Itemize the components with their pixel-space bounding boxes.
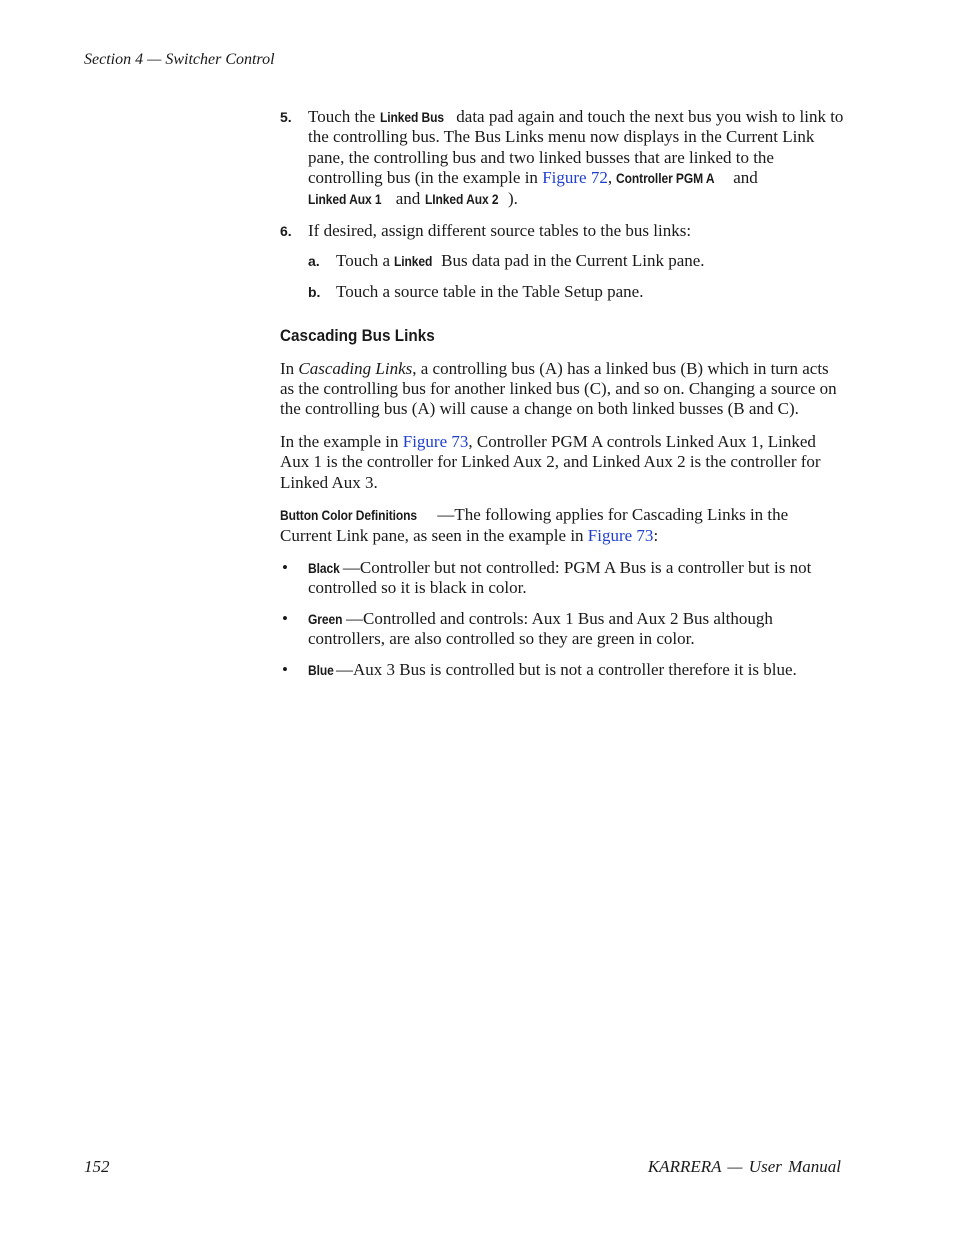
paragraph-cascading-intro [280, 359, 844, 420]
text: and [391, 188, 425, 208]
running-header: Section 4 — Switcher Control [84, 51, 275, 68]
ui-label-blue: Blue [308, 661, 334, 678]
paragraph-example [280, 432, 844, 493]
text: Touch the [308, 107, 380, 126]
ui-label-linked: Linked [394, 253, 433, 270]
step-number: 5. [280, 109, 292, 125]
text: Touch a [336, 251, 395, 271]
emphasis: Cascading Links [298, 358, 413, 378]
step-6 [280, 221, 844, 241]
text: —Controlled and controls: Aux 1 Bus and Aux 2 Bus although controllers, are also controlled so they are green in color. [308, 608, 773, 649]
figure-73-link[interactable]: Figure 73 [402, 431, 469, 451]
text: data pad again and touch the next bus you wish to link to the controlling bus. The Bus Links menu now displays in the Current Link pane, the controlling bus and two linked busses that are linked to the controlling bus (in the example in [308, 107, 844, 188]
running-footer-title: KARRERA — User Manual [647, 1157, 841, 1176]
text: ). [507, 188, 518, 208]
section-heading: Cascading Bus Links [280, 326, 435, 346]
text: : [653, 525, 659, 545]
ui-label-linked-aux-2: LInked Aux 2 [424, 190, 498, 207]
figure-72-link[interactable]: Figure 72 [542, 168, 608, 188]
bullet-dot: • [282, 659, 288, 679]
step-5 [280, 107, 844, 209]
page-number: 152 [84, 1157, 110, 1176]
ui-label-black: Black [308, 559, 340, 576]
text: In the example in [280, 431, 403, 451]
substep-letter: b. [308, 283, 321, 300]
bullet-blue [280, 660, 844, 680]
ui-label-linked-bus: Linked Bus [379, 109, 444, 125]
bullet-dot: • [282, 608, 288, 628]
text: Bus data pad in the Current Link pane. [436, 251, 705, 271]
text: , Controller PGM A controls Linked Aux 1, Linked Aux 1 is the controller for Linked Aux 2, and Linked Aux 2 is the controller for Linked Aux 3. [280, 431, 821, 492]
text: —The following applies for Cascading Links in the Current Link pane, as seen in the example in [280, 505, 789, 545]
text: , a controlling bus (A) has a linked bus (B) which in turn acts as the controlling bus for another linked bus (C), and so on. Changing a source on the controlling bus (A) will cause a change on both linked busses (B and C). [280, 358, 837, 419]
ui-label-linked-aux-1: Linked Aux 1 [308, 190, 382, 207]
figure-73-link[interactable]: Figure 73 [587, 525, 654, 545]
substep-letter: a. [308, 253, 320, 270]
text: Touch a source table in the Table Setup pane. [336, 281, 644, 301]
text: In [280, 358, 299, 378]
paragraph-button-colors [280, 505, 844, 546]
bullet-dot: • [282, 557, 288, 577]
text: —Aux 3 Bus is controlled but is not a controller therefore it is blue. [336, 659, 797, 679]
text: —Controller but not controlled: PGM A Bus is a controller but is not controlled so it is black in color. [308, 557, 812, 598]
ui-label-green: Green [308, 610, 343, 627]
bullet-green [280, 609, 844, 650]
text: If desired, assign different source tables to the bus links: [308, 221, 692, 241]
ui-label-controller-pgm-a: Controller PGM A [616, 170, 715, 187]
text: and [728, 168, 758, 188]
page-content [280, 107, 844, 690]
bullet-black [280, 558, 844, 599]
step-6b [280, 282, 844, 302]
text: , [607, 168, 617, 188]
step-number: 6. [280, 223, 292, 240]
ui-label-button-color-definitions: Button Color Definitions [280, 507, 418, 524]
step-6a [280, 251, 844, 271]
